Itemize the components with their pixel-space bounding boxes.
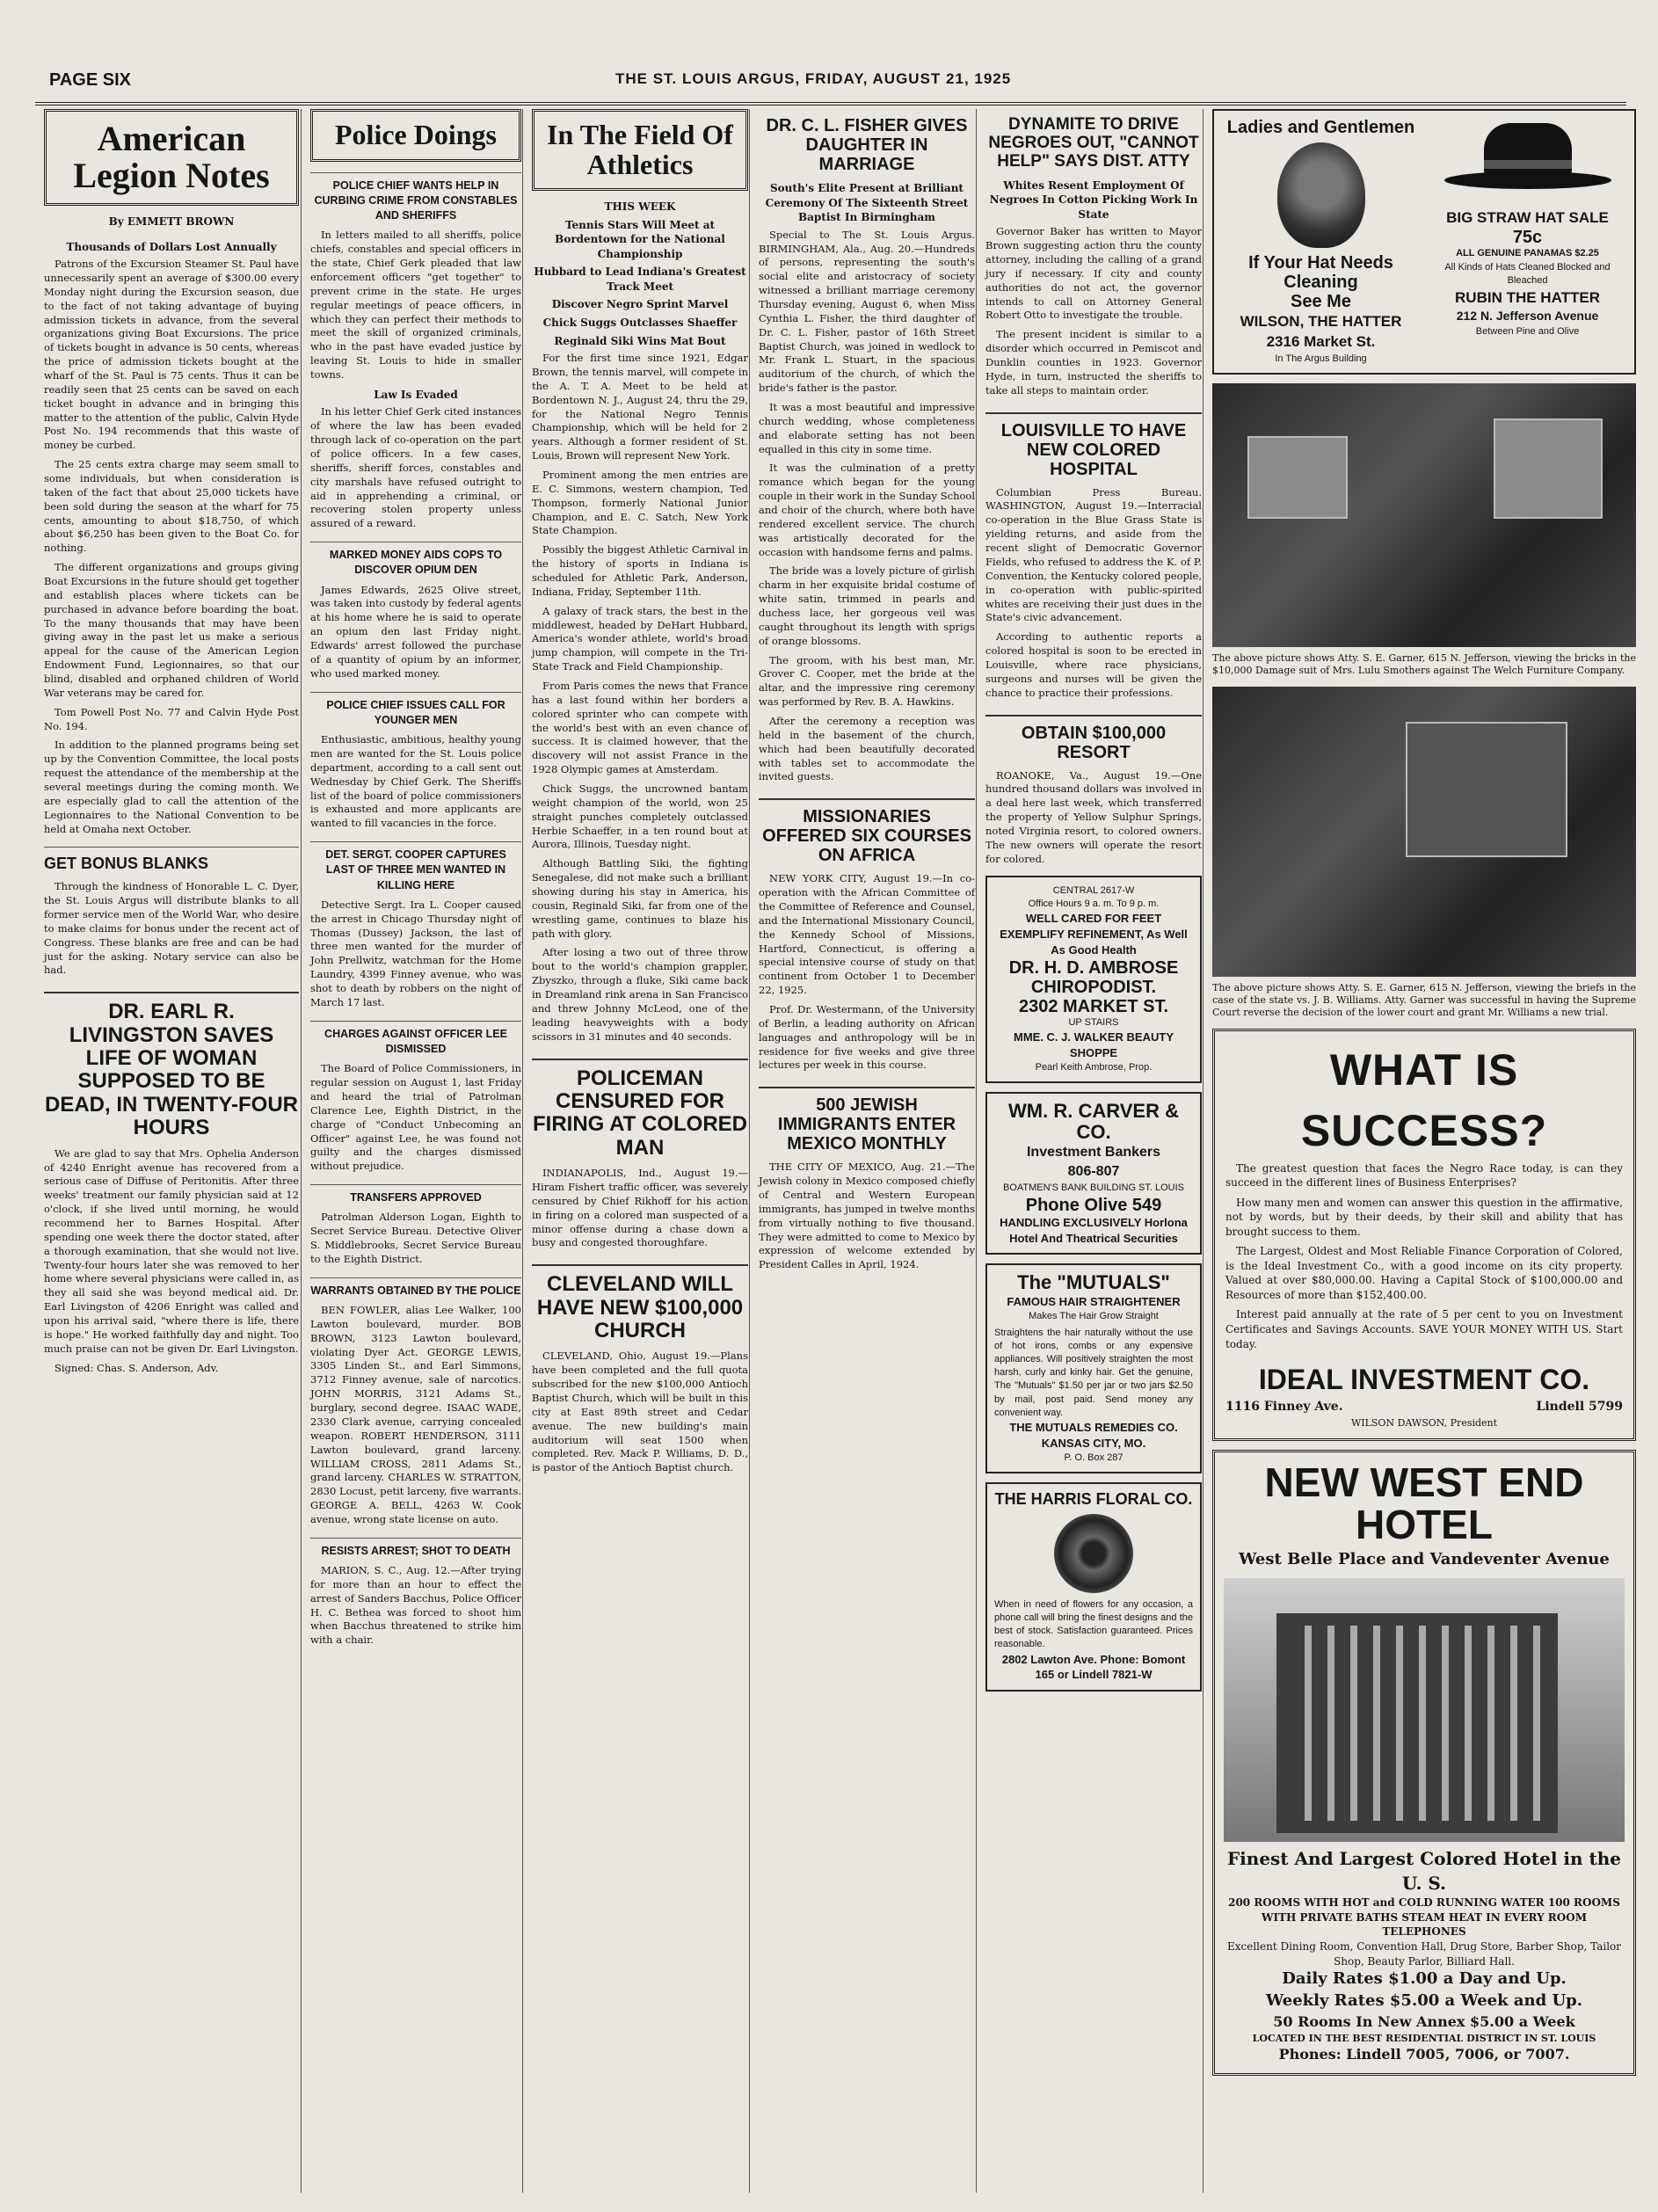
ad-line: 806-807	[1067, 1164, 1120, 1180]
louisville-paragraph: According to authentic reports a colored hospital is soon to be erected in Louisville, where race physicians, surgeons and nurses will be given the chance to practice their professions.	[985, 630, 1202, 699]
office-photo-2	[1212, 687, 1636, 977]
missionaries-headline: MISSIONARIES OFFERED SIX COURSES ON AFRICA	[759, 798, 975, 865]
office-photo-1	[1212, 383, 1636, 647]
athletics-paragraph: Possibly the biggest Athletic Carnival in the history of sports in Indiana is scheduled for Athletic Park, Anderson, Indiana, Friday, September 11th.	[532, 543, 748, 598]
police-paragraph: MARION, S. C., Aug. 12.—After trying for more than an hour to effect the arrest of Sanders Bacchus, Police Officer H. C. Bethea was forced to shoot him when Bacchus threatened to strike him with a chair.	[310, 1564, 521, 1647]
police-paragraph: In letters mailed to all sheriffs, police chiefs, constables and special officers in the state, Chief Gerk pleaded that law enforcement officers "get together" to prevent crime in the state. He urges regular meetings of peace officers, in which they can perfect their methods to meet the skill of organized criminals, who in the past have evaded justice by leaving St. Louis to hide in smaller towns.	[310, 229, 521, 381]
athletics-deck: Hubbard to Lead Indiana's Greatest Track Meet	[534, 266, 746, 293]
legion-lead-head: Thousands of Dollars Lost Annually	[66, 240, 277, 253]
fisher-paragraph: It was the culmination of a pretty romance which began for the young couple in their work in the Sunday School and choir of the church, where both have rendered excellent service. The church was artistically decorated for the occasion with handsome ferns and palms.	[759, 462, 975, 558]
success-paragraph: The Largest, Oldest and Most Reliable Finance Corporation of Colored, is the Ideal Investment Co., with a good income on its city property. Valued at over $80,000.00. Having a Capital Stock of $100,000.00 and Resources of more than $152,400.00.	[1225, 1245, 1623, 1301]
hatter-portrait	[1277, 142, 1365, 248]
athletics-deck: Tennis Stars Will Meet at Bordentown for the National Championship	[555, 218, 725, 260]
column-news	[749, 109, 984, 2193]
ad-line: If Your Hat Needs Cleaning	[1248, 253, 1393, 292]
resort-paragraph: ROANOKE, Va., August 19.—One hundred thousand dollars was involved in a deal here last week, which transferred the property of Yellow Sulphur Springs, noted Virginia resort, to colored owners. The new owners will operate the resort for colored.	[985, 768, 1202, 865]
ad-phone: CENTRAL 2617-W	[1052, 884, 1135, 896]
ad-price: 75c	[1512, 228, 1543, 248]
wilson-hatter-ad	[1221, 118, 1421, 366]
legion-signature: Tom Powell Post No. 77 and Calvin Hyde Post No. 194.	[44, 705, 299, 732]
bonus-paragraph: Through the kindness of Honorable L. C. Dyer, the St. Louis Argus will distribute blanks to all former service men of the World War, who desire to make claims for bonus under the recent act of Congress. These blanks are free and can be had just for the asking. Notary service can also be had.	[44, 880, 299, 977]
ad-hours: Office Hours 9 a. m. To 9 p. m.	[1028, 898, 1160, 909]
hotel-annex-rates: 50 Rooms In New Annex $5.00 a Week	[1273, 2012, 1575, 2030]
ad-line: Investment Bankers	[1026, 1145, 1161, 1161]
ad-line: UP STAIRS	[1068, 1016, 1119, 1028]
police-paragraph: Patrolman Alderson Logan, Eighth to Secret Service Bureau. Detective Oliver S. Middlebrooks, Secret Service Bureau to the Eighth District.	[310, 1211, 521, 1265]
ad-body: When in need of flowers for any occasion, a phone call will bring the finest designs and the best of stock. Satisfaction guaranteed. Prices reasonable.	[994, 1598, 1193, 1650]
company-name: IDEAL INVESTMENT CO.	[1258, 1364, 1590, 1396]
page-number: PAGE SIX	[49, 70, 131, 90]
column-athletics	[522, 109, 757, 2193]
ad-phone: Phone Olive 549	[1025, 1195, 1162, 1215]
rubin-hatter-ad	[1428, 118, 1627, 366]
column-ads-photos	[1203, 109, 1645, 2193]
dynamite-paragraph: Governor Baker has written to Mayor Brown suggesting action thru the county attorney, including the calling of a grand jury if necessary. If city and county authorities do not act, the governor intends to call on Attorney General Robert Otto to investigate the trouble.	[985, 225, 1202, 322]
police-headline: RESISTS ARREST; SHOT TO DEATH	[310, 1538, 521, 1559]
success-paragraph: Interest paid annually at the rate of 5 per cent to you on Investment Certificates and Savings Accounts. SAVE YOUR MONEY WITH US. Start today.	[1225, 1308, 1623, 1350]
fisher-paragraph: The bride was a lovely picture of girlish charm in her exquisite bridal costume of white satin, trimmed in pearls and duchess lace, her gorgeous veil was caught throughout its length with sprigs of orange blossoms.	[759, 564, 975, 647]
ad-line: BOATMEN'S BANK BUILDING ST. LOUIS	[1002, 1182, 1185, 1194]
athletics-deck: Reginald Siki Wins Mat Bout	[554, 334, 726, 347]
success-paragraph: The greatest question that faces the Negro Race today, is can they succeed in the different lines of Business Enterprises?	[1225, 1161, 1623, 1190]
ad-line: ALL GENUINE PANAMAS $2.25	[1456, 248, 1599, 259]
police-headline: POLICE CHIEF ISSUES CALL FOR YOUNGER MEN	[310, 692, 521, 729]
hotel-rooms: 200 ROOMS WITH HOT and COLD RUNNING WATER 100 ROOMS WITH PRIVATE BATHS STEAM HEAT IN EVERY ROOM TELEPHONES	[1228, 1896, 1620, 1939]
cleveland-church-paragraph: CLEVELAND, Ohio, August 19.—Plans have been completed and the full quota subscribed for the new $100,000 Antioch Baptist Church, which will be built in this city at East 89th street and Cedar avenue. The new building's main auditorium will seat 1500 when completed. Rev. Mack P. Williams, D. D., is pastor of the Antioch Baptist church.	[532, 1350, 748, 1474]
ad-address: 212 N. Jefferson Avenue	[1456, 309, 1599, 324]
company-president: WILSON DAWSON, President	[1350, 1416, 1498, 1429]
ad-line: Makes The Hair Grow Straight	[1029, 1310, 1159, 1321]
ad-line: Pearl Keith Ambrose, Prop.	[1035, 1061, 1153, 1073]
police-paragraph: BEN FOWLER, alias Lee Walker, 100 Lawton boulevard, murder. BOB BROWN, 3123 Lawton boulevard, violating Dyer Act. GEORGE LEWIS, 3305 Linden St., and Earl Simmons, 3712 Finney avenue, sale of narcotics. JOHN MORRIS, 3121 Adams St., burglary, second degree. ISAAC WADE, 2330 Clark avenue, carrying concealed weapon. ROBERT HENDERSON, 3111 Lawton boulevard, grand larceny. WILLIAM CROSS, 2811 Adams St., grand larceny. CHARLES W. STRATTON, 2830 Locust, petit larceny, five warrants. GEORGE A. BELL, 4263 W. Cook avenue, wrong state license on auto.	[310, 1304, 521, 1525]
police-headline: MARKED MONEY AIDS COPS TO DISCOVER OPIUM DEN	[310, 542, 521, 578]
police-paragraph: Detective Sergt. Ira L. Cooper caused the arrest in Chicago Thursday night of Thomas (Dussey) Jackson, the last of three men wanted for the murder of John Prellwitz, watchman for the Home Laundry, 4399 Finney avenue, who was shot to death by robbers on the night of March 17 last.	[310, 898, 521, 1008]
company-address: 1116 Finney Ave.	[1225, 1400, 1343, 1415]
bonus-headline: GET BONUS BLANKS	[44, 847, 299, 875]
policeman-censured-headline: POLICEMAN CENSURED FOR FIRING AT COLORED MAN	[532, 1059, 748, 1161]
athletics-paragraph: Chick Suggs, the uncrowned bantam weight champion of the world, won 25 straight punches completely outclassed Herbie Schaeffer, in a ten round bout at Aurora, Illinois, Tuesday night.	[532, 782, 748, 851]
police-subhead: Law Is Evaded	[374, 388, 458, 401]
athletics-paragraph: For the first time since 1921, Edgar Brown, the tennis marvel, will compete in the A. T. A. Meet to be held at Bordentown N. J., August 24, thru the 29, for the National Negro Tennis Championship, which will be held for 2 years. Although a former resident of St. Louis, Brown will represent New York.	[532, 352, 748, 462]
column-news-ads	[976, 109, 1211, 2193]
ad-name: DR. H. D. AMBROSE CHIROPODIST.	[1008, 957, 1179, 997]
hotel-district: LOCATED IN THE BEST RESIDENTIAL DISTRICT IN ST. LOUIS	[1252, 2032, 1596, 2044]
photo-caption-1: The above picture shows Atty. S. E. Garner, 615 N. Jefferson, viewing the bricks in the $10,000 Damage suit of Mrs. Lulu Smothers against The Welch Furniture Company.	[1212, 652, 1636, 677]
missionaries-paragraph: NEW YORK CITY, August 19.—In co-operation with the African Committee of the Committee of Reference and Counsel, and the International Missionary Council, the Kennedy School of Missions, Hartford, Connecticut, is offering a special intensive course of study on that continent from October 1 to December 22, 1925.	[759, 872, 975, 997]
legion-paragraph: The 25 cents extra charge may seem small to some individuals, but when consideration is taken of the fact that about 25,000 tickets have been sold during the season at the wharf for 75 cents, amounting to about $18,750, of which about $6,250 has been given to the Boat Co. for nothing.	[44, 458, 299, 555]
mutuals-hair-ad	[985, 1263, 1202, 1473]
hotel-building-image	[1224, 1578, 1625, 1842]
police-headline: TRANSFERS APPROVED	[310, 1184, 521, 1205]
ambrose-chiropodist-ad	[985, 876, 1202, 1083]
company-contact	[1225, 1399, 1623, 1415]
cleveland-church-headline: CLEVELAND WILL HAVE NEW $100,000 CHURCH	[532, 1264, 748, 1342]
police-title: Police Doings	[310, 109, 521, 162]
legion-paragraph: The different organizations and groups giving Boat Excursions in the future should get together and establish places where tickets can be purchased in advance before boarding the boat. To the many thousands that may have been giving away in the past let us make a serious appeal for the cause of the American Legion Endowment Fund, Legionnaires, so that our blind, disabled and orphaned children of World War veterans may be cared for.	[44, 561, 299, 699]
masthead	[35, 62, 1626, 106]
harris-floral-ad	[985, 1482, 1202, 1692]
ad-body: Straightens the hair naturally without the use of hot irons, combs or any expensive appliances. Will positively straighten the most harsh, curly and kinky hair. Get the genuine, The "Mutuals" $1.50 per jar or two jars $2.50 by mail, post paid. Send money any convenient way.	[994, 1327, 1193, 1418]
louisville-hospital-headline: LOUISVILLE TO HAVE NEW COLORED HOSPITAL	[985, 412, 1202, 479]
ad-name: The "MUTUALS"	[1017, 1271, 1170, 1294]
policeman-censured-paragraph: INDIANAPOLIS, Ind., August 19.—Hiram Fishert traffic officer, was severely censured by Chief Rikhoff for his action in firing on a colored man suspected of a minor offense during a chase down a busy and congested thoroughfare.	[532, 1167, 748, 1249]
fisher-wedding-headline: DR. C. L. FISHER GIVES DAUGHTER IN MARRIAGE	[766, 116, 968, 174]
ad-line: See Me	[1291, 292, 1351, 311]
ad-line: BIG STRAW HAT SALE	[1446, 209, 1609, 226]
ad-name: WM. R. CARVER & CO.	[1008, 1099, 1179, 1144]
fisher-paragraph: The groom, with his best man, Mr. Grover C. Cooper, met the bride at the altar, and the impressive ring ceremony was performed by Rev. B. A. Hawkins.	[759, 653, 975, 709]
hotel-phones: Phones: Lindell 7005, 7006, or 7007.	[1278, 2046, 1570, 2063]
ad-slogan: WELL CARED FOR FEET EXEMPLIFY REFINEMENT, As Well As Good Health	[1000, 911, 1188, 957]
hotel-name: NEW WEST END HOTEL	[1264, 1459, 1584, 1548]
athletics-paragraph: Although Battling Siki, the fighting Senegalese, did not make such a brilliant showing during his stay in America, his cousin, Reginald Siki, far from one of the wrestling game, continues to blaze his path with glory.	[532, 857, 748, 940]
hat-icon	[1444, 123, 1611, 202]
ad-line: All Kinds of Hats Cleaned Blocked and Bleached	[1444, 261, 1611, 286]
ideal-investment-ad	[1212, 1029, 1636, 1441]
dynamite-deck: Whites Resent Employment Of Negroes In Cotton Picking Work In State	[989, 178, 1198, 221]
athletics-deck: Chick Suggs Outclasses Shaeffer	[542, 317, 738, 330]
livingston-paragraph: We are glad to say that Mrs. Ophelia Anderson of 4240 Enright avenue has recovered from a serious case of Diffuse of Peritonitis. After three weeks' treatment our family physician said at 12 o'clock, if she lived until morning, he would recommend her to Barnes Hospital. After spending one week there the doctor stated, after a thorough examination, that she would not live. Twenty-four hours later she was removed to her home where several physicians were called in, as they all said she was beyond medical aid. Dr. Earl Livingston of 4206 Enright was called and upon his arrival said, "where there is life, there is hope." He worked faithfully day and night. Too much praise can not be given Dr. Earl Livingston.	[44, 1146, 299, 1355]
west-end-hotel-ad	[1212, 1450, 1636, 2076]
hotel-tagline: Finest And Largest Colored Hotel in the U. S.	[1226, 1848, 1622, 1894]
legion-title: American Legion Notes	[44, 109, 299, 206]
livingston-headline: DR. EARL R. LIVINGSTON SAVES LIFE OF WOMAN SUPPOSED TO BE DEAD, IN TWENTY-FOUR HOURS	[44, 992, 299, 1139]
carver-investment-ad	[985, 1092, 1202, 1255]
photo-caption-2: The above picture shows Atty. S. E. Garner, 615 N. Jefferson, viewing the briefs in the case of the state vs. J. B. Williams. Atty. Garner was successful in having the Supreme Court reverse the decision of the lower court and grant Mr. Williams a new trial.	[1212, 981, 1636, 1019]
dynamite-paragraph: The present incident is similar to a disorder which occurred in Pemiscot and Dunklin counties in 1923. Governor Hyde, in turn, instructed the sheriffs to take all steps to maintain order.	[985, 328, 1202, 397]
ad-address: 2302 MARKET ST.	[1018, 996, 1169, 1016]
ad-line: Ladies and Gentlemen	[1226, 118, 1415, 137]
legion-paragraph: Patrons of the Excursion Steamer St. Paul have unnecessarily spent an average of $300.00 every Monday night during the Excursion season, due to the fact of not taking advantage of buying admission tickets in advance, from the several organizations giving Boat Excursions. The price of tickets bought in advance is 50 cents, whereas the price of admission tickets bought at the wharf of the St. Paul is 75 cents. Thus it can be readily seen that 25 cents can be saved on each ticket bought in advance and in bringing this matter to the attention of the public, Calvin Hyde Post No. 194 recommends that this waste of money be curbed.	[44, 258, 299, 452]
ad-name: THE HARRIS FLORAL CO.	[994, 1490, 1193, 1509]
police-paragraph: In his letter Chief Gerk cited instances of where the law has been evaded through lack of co-operation on the part of police officers. In a few cases, sheriffs, sheriff forces, constables and city marshals have refused outright to aid in apprehending a criminal, or recovering stolen property unless assured of a reward.	[310, 405, 521, 530]
legion-paragraph: In addition to the planned programs being set up by the Convention Committee, the local posts request the attendance of the membership at the several meetings during the coming month. We are especially glad to call the attention of the Legionnaires to the National Convention to be held at Omaha next October.	[44, 739, 299, 835]
success-body	[1225, 1161, 1623, 1352]
hotel-amenities: Excellent Dining Room, Convention Hall, Drug Store, Barber Shop, Tailor Shop, Beauty Parlor, Billiard Hall.	[1226, 1940, 1622, 1968]
police-paragraph: The Board of Police Commissioners, in regular session on August 1, last Friday and heard the trial of Patrolman Clarence Lee, Eighth District, in the charge of "Conduct Unbecoming an Officer" against Lee, he was found not guilty and the charges dismissed without prejudice.	[310, 1062, 521, 1173]
resort-headline: OBTAIN $100,000 RESORT	[985, 715, 1202, 762]
column-legion	[35, 109, 308, 2193]
louisville-paragraph: Columbian Press Bureau. WASHINGTON, August 19.—Interracial co-operation in the Blue Grass State is yielding returns, and aside from the recent slight of Democratic Governor Fields, who refused to address the K. of P. Convention, the Kentucky colored people, in co-operation with public-spirited whites are receiving their just dues in the State's civic advancement.	[985, 485, 1202, 624]
police-headline: WARRANTS OBTAINED BY THE POLICE	[310, 1277, 521, 1299]
ad-line: HANDLING EXCLUSIVELY Horlona Hotel And Theatrical Securities	[1000, 1215, 1188, 1245]
fisher-wedding-deck: South's Elite Present at Brilliant Ceremony Of The Sixteenth Street Baptist In Birmingham	[765, 182, 969, 224]
athletics-deck: Discover Negro Sprint Marvel	[551, 298, 729, 311]
ad-line: THE MUTUALS REMEDIES CO. KANSAS CITY, MO.	[1009, 1420, 1178, 1450]
hatter-ads	[1212, 109, 1636, 375]
hotel-weekly-rates: Weekly Rates $5.00 a Week and Up.	[1266, 1990, 1582, 2010]
rose-icon	[1054, 1514, 1133, 1593]
police-paragraph: James Edwards, 2625 Olive street, was taken into custody by federal agents at his home where he is said to operate an opium den last Friday night. Edwards' arrest followed the purchase of a quantity of opium by an informer, who used marked money.	[310, 583, 521, 680]
success-headline: WHAT IS SUCCESS?	[1300, 1044, 1548, 1155]
dynamite-headline: DYNAMITE TO DRIVE NEGROES OUT, "CANNOT HELP" SAYS DIST. ATTY	[988, 115, 1199, 171]
ad-name: WILSON, THE HATTER	[1240, 313, 1402, 330]
athletics-paragraph: From Paris comes the news that France has a last found within her borders a colored sprinter who can compete with the world's best with an even chance of success. It is claimed however, that the discovery will not assist France in the 1928 Olympic games at Amsterdam.	[532, 680, 748, 776]
fisher-paragraph: It was a most beautiful and impressive church wedding, whose completeness and elaborate setting has not been equalled in this city in some time.	[759, 400, 975, 455]
police-paragraph: Enthusiastic, ambitious, healthy young men are wanted for the St. Louis police department, according to a call sent out Wednesday by Chief Gerk. The Sheriffs list of the board of police commissioners is exhausted and more applicants are wanted to fill vacancies in the force.	[310, 733, 521, 830]
fisher-paragraph: Special to The St. Louis Argus. BIRMINGHAM, Ala., Aug. 20.—Hundreds of persons, representing the south's social elite and aristocracy of society witnessed a brilliant marriage ceremony Thursday evening, August 6, when Miss Cynthia L. Fisher, the third daughter of Dr. C. L. Fisher, pastor of 16th Street Baptist Church, was joined in wedlock to Mr. Frank L. Stuart, in the spacious auditorium of the church, of which the bride's father is the pastor.	[759, 228, 975, 395]
police-headline: CHARGES AGAINST OFFICER LEE DISMISSED	[310, 1021, 521, 1058]
legion-byline: By EMMETT BROWN	[108, 215, 235, 228]
jewish-immigrants-headline: 500 JEWISH IMMIGRANTS ENTER MEXICO MONTHLY	[759, 1087, 975, 1153]
missionaries-paragraph: Prof. Dr. Westermann, of the University of Berlin, a leading authority on African languages and anthropology will be in residence for five weeks and give three lectures per week in this course.	[759, 1003, 975, 1072]
ad-address: 2316 Market St.	[1266, 333, 1376, 351]
company-phone: Lindell 5799	[1536, 1400, 1623, 1415]
fisher-paragraph: After the ceremony a reception was held in the basement of the church, which had been beautifully decorated with tables set to accommodate the invited guests.	[759, 715, 975, 783]
athletics-paragraph: A galaxy of track stars, the best in the middlewest, headed by DeHart Hubbard, America's wonder athlete, world's broad jump champion, will compete in the Tri-State Track and Field Championship.	[532, 604, 748, 673]
athletics-paragraph: Prominent among the men entries are E. C. Simmons, western champion, Ted Thompson, formerly National Junior Champion, and E. C. Satch, New York State Champion.	[532, 468, 748, 537]
athletics-paragraph: After losing a two out of three throw bout to the world's champion grappler, Zbyszko, through a fluke, Siki came back in Dreamland rink arena in San Francisco and threw Johnny McLeod, one of the leading heavyweights with a body scissors in 31 minutes and 40 seconds.	[532, 946, 748, 1043]
ad-name: RUBIN THE HATTER	[1455, 288, 1600, 306]
ad-line: FAMOUS HAIR STRAIGHTENER	[1007, 1294, 1181, 1308]
jewish-immigrants-paragraph: THE CITY OF MEXICO, Aug. 21.—The Jewish colony in Mexico composed chiefly of Central and Western European immigrants, has jumped in twelve months from virtually nothing to five thousand. They were admitted to come to Mexico by expression of welcome extended by President Calles in April, 1924.	[759, 1161, 975, 1271]
hotel-daily-rates: Daily Rates $1.00 a Day and Up.	[1282, 1969, 1567, 1989]
police-headline: DET. SERGT. COOPER CAPTURES LAST OF THREE MEN WANTED IN KILLING HERE	[310, 841, 521, 893]
paper-dateline: THE ST. LOUIS ARGUS, FRIDAY, AUGUST 21, 1925	[615, 70, 1012, 87]
hotel-location: West Belle Place and Vandeventer Avenue	[1239, 1550, 1610, 1569]
livingston-signed: Signed: Chas. S. Anderson, Adv.	[55, 1361, 219, 1374]
ad-line: Between Pine and Olive	[1475, 325, 1580, 337]
ad-line: P. O. Box 287	[1064, 1452, 1124, 1463]
ad-line: MME. C. J. WALKER BEAUTY SHOPPE	[1013, 1030, 1174, 1059]
athletics-title: In The Field Of Athletics	[532, 109, 748, 191]
ad-line: In The Argus Building	[1275, 353, 1367, 364]
athletics-this-week: THIS WEEK	[604, 200, 676, 214]
police-headline: POLICE CHIEF WANTS HELP IN CURBING CRIME FROM CONSTABLES AND SHERIFFS	[310, 172, 521, 224]
success-paragraph: How many men and women can answer this question in the affirmative, not by words, but by their deeds, by their skill and ability that has brought success to them.	[1225, 1196, 1623, 1238]
column-police	[301, 109, 530, 2193]
ad-line: 2802 Lawton Ave. Phone: Bomont 165 or Lindell 7821-W	[1001, 1652, 1186, 1682]
